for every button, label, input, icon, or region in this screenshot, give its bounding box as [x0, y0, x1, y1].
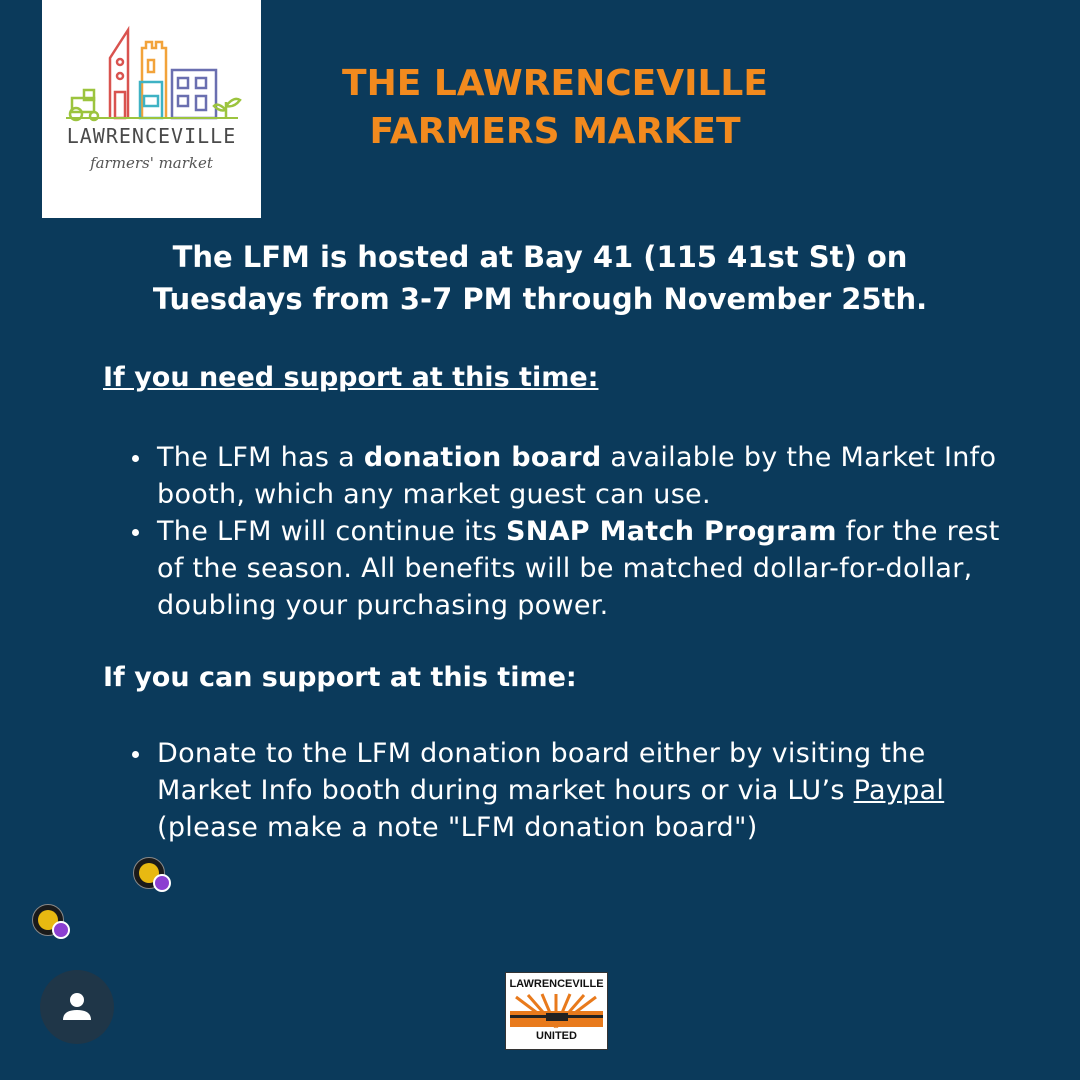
list-item: Donate to the LFM donation board either by visiting the Market Info booth during market hours or via LU’s Paypal (please make a note "LFM donation board"): [130, 735, 1010, 846]
can-support-heading: If you can support at this time:: [103, 662, 577, 693]
logo-subtitle: farmers' market: [90, 154, 213, 172]
farmers-market-logo: [42, 0, 261, 218]
page-title: [290, 60, 820, 156]
person-icon: [40, 970, 114, 1044]
city-skyline-icon: [42, 0, 261, 218]
lu-logo-bottom-text: UNITED: [536, 1030, 577, 1042]
sunrise-icon: [506, 993, 607, 1029]
lu-logo-top-text: LAWRENCEVILLE: [509, 978, 604, 990]
can-support-list: [130, 735, 1010, 846]
intro-line-2: Tuesdays from 3-7 PM through November 25th.: [152, 282, 928, 316]
reshare-badge-icon: [153, 874, 171, 892]
paypal-link[interactable]: Paypal: [853, 775, 945, 806]
intro-line-1: The LFM is hosted at Bay 41 (115 41st St) on: [172, 240, 908, 274]
lawrenceville-united-logo: [505, 972, 608, 1050]
need-support-heading: If you need support at this time:: [103, 362, 599, 393]
title-line-1: THE LAWRENCEVILLE: [342, 63, 768, 104]
list-item: The LFM will continue its SNAP Match Program for the rest of the season. All benefits will be matched dollar-for-dollar, doubling your purchasing power.: [130, 513, 1010, 624]
reshare-badge-icon: [52, 921, 70, 939]
profile-button[interactable]: [40, 970, 114, 1044]
logo-wordmark: LAWRENCEVILLE: [66, 124, 237, 148]
title-line-2: FARMERS MARKET: [369, 111, 741, 152]
list-item: The LFM has a donation board available by the Market Info booth, which any market guest can use.: [130, 439, 1010, 513]
need-support-list: [130, 439, 1010, 624]
intro-text: [40, 236, 1040, 320]
